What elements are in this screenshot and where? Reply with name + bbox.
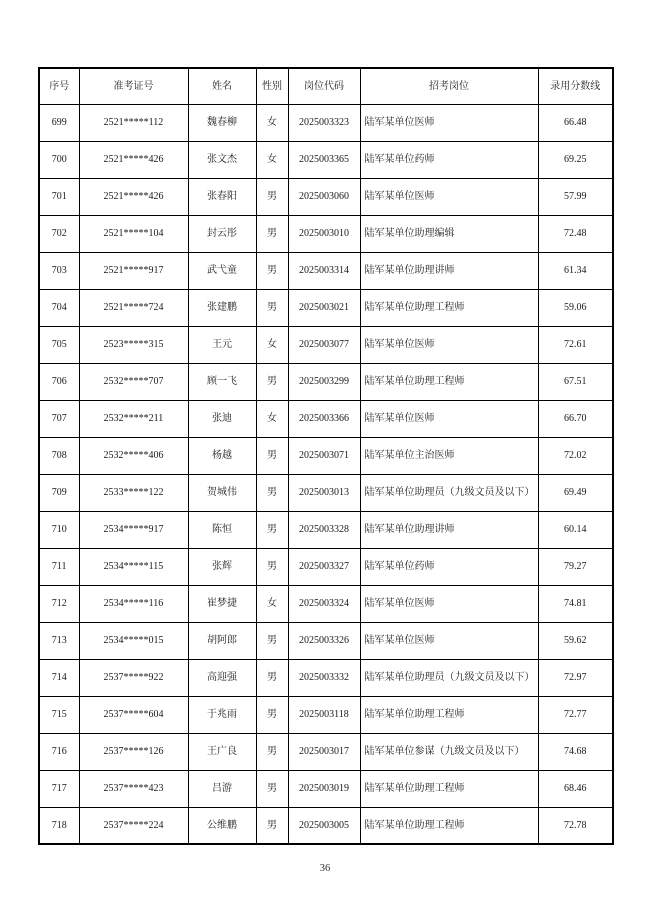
table-cell-ticket-no: 2532*****707 (79, 363, 188, 400)
table-cell-ticket-no: 2521*****426 (79, 141, 188, 178)
table-cell-gender: 男 (256, 622, 288, 659)
table-cell-post-code: 2025003021 (288, 289, 360, 326)
table-cell-gender: 女 (256, 104, 288, 141)
table-cell-score: 59.06 (538, 289, 613, 326)
table-cell-post-code: 2025003332 (288, 659, 360, 696)
table-cell-name: 武弋童 (188, 252, 256, 289)
column-header-name: 姓名 (188, 68, 256, 104)
table-cell-ticket-no: 2521*****917 (79, 252, 188, 289)
table-cell-post-code: 2025003327 (288, 548, 360, 585)
table-cell-index: 714 (39, 659, 79, 696)
table-row (39, 363, 613, 400)
table-cell-post-code: 2025003019 (288, 770, 360, 807)
table-cell-name: 张辉 (188, 548, 256, 585)
table-row (39, 511, 613, 548)
table-row (39, 252, 613, 289)
table-cell-post: 陆军某单位医师 (360, 622, 538, 659)
table-cell-score: 67.51 (538, 363, 613, 400)
table-row (39, 289, 613, 326)
table-cell-post: 陆军某单位医师 (360, 104, 538, 141)
table-cell-post-code: 2025003017 (288, 733, 360, 770)
table-cell-index: 713 (39, 622, 79, 659)
table-cell-post: 陆军某单位助理工程师 (360, 696, 538, 733)
table-cell-index: 704 (39, 289, 79, 326)
table-row (39, 104, 613, 141)
table-cell-index: 711 (39, 548, 79, 585)
table-cell-gender: 男 (256, 511, 288, 548)
column-header-post: 招考岗位 (360, 68, 538, 104)
table-cell-name: 张建鹏 (188, 289, 256, 326)
table-cell-index: 708 (39, 437, 79, 474)
table-cell-name: 于兆雨 (188, 696, 256, 733)
table-row (39, 659, 613, 696)
table-cell-ticket-no: 2534*****015 (79, 622, 188, 659)
table-cell-ticket-no: 2521*****724 (79, 289, 188, 326)
admission-score-table-container (38, 67, 612, 845)
table-row (39, 437, 613, 474)
page-number: 36 (319, 863, 331, 874)
table-row (39, 807, 613, 844)
table-cell-name: 张春阳 (188, 178, 256, 215)
table-cell-post-code: 2025003328 (288, 511, 360, 548)
table-cell-post: 陆军某单位助理员（九级文员及以下） (360, 659, 538, 696)
table-cell-score: 74.68 (538, 733, 613, 770)
table-row (39, 215, 613, 252)
table-cell-index: 699 (39, 104, 79, 141)
table-cell-post: 陆军某单位医师 (360, 178, 538, 215)
table-cell-gender: 女 (256, 326, 288, 363)
table-cell-post: 陆军某单位医师 (360, 585, 538, 622)
table-cell-post-code: 2025003314 (288, 252, 360, 289)
table-cell-index: 705 (39, 326, 79, 363)
table-cell-post-code: 2025003299 (288, 363, 360, 400)
table-cell-gender: 女 (256, 141, 288, 178)
table-cell-ticket-no: 2537*****922 (79, 659, 188, 696)
table-cell-ticket-no: 2521*****112 (79, 104, 188, 141)
table-row (39, 400, 613, 437)
table-cell-post-code: 2025003324 (288, 585, 360, 622)
table-cell-name: 崔梦捷 (188, 585, 256, 622)
table-cell-index: 710 (39, 511, 79, 548)
table-body (39, 104, 613, 844)
column-header-score: 录用分数线 (538, 68, 613, 104)
table-row (39, 474, 613, 511)
table-cell-post: 陆军某单位助理员（九级文员及以下） (360, 474, 538, 511)
table-cell-gender: 男 (256, 696, 288, 733)
table-head (39, 68, 613, 104)
table-cell-post: 陆军某单位药师 (360, 548, 538, 585)
table-cell-score: 74.81 (538, 585, 613, 622)
table-row (39, 326, 613, 363)
table-cell-ticket-no: 2537*****224 (79, 807, 188, 844)
table-cell-post: 陆军某单位助理工程师 (360, 363, 538, 400)
table-cell-ticket-no: 2534*****116 (79, 585, 188, 622)
table-cell-gender: 男 (256, 770, 288, 807)
table-cell-score: 57.99 (538, 178, 613, 215)
table-cell-index: 703 (39, 252, 79, 289)
table-cell-name: 王元 (188, 326, 256, 363)
table-cell-gender: 女 (256, 400, 288, 437)
table-cell-gender: 男 (256, 548, 288, 585)
table-row (39, 696, 613, 733)
table-cell-index: 709 (39, 474, 79, 511)
table-cell-ticket-no: 2533*****122 (79, 474, 188, 511)
table-cell-post-code: 2025003010 (288, 215, 360, 252)
table-cell-ticket-no: 2523*****315 (79, 326, 188, 363)
table-cell-score: 59.62 (538, 622, 613, 659)
table-cell-name: 陈恒 (188, 511, 256, 548)
table-cell-name: 杨越 (188, 437, 256, 474)
table-cell-post: 陆军某单位医师 (360, 400, 538, 437)
table-cell-ticket-no: 2532*****211 (79, 400, 188, 437)
column-header-post-code: 岗位代码 (288, 68, 360, 104)
table-cell-score: 72.48 (538, 215, 613, 252)
column-header-gender: 性别 (256, 68, 288, 104)
table-cell-score: 72.78 (538, 807, 613, 844)
table-cell-post: 陆军某单位参谋（九级文员及以下） (360, 733, 538, 770)
table-cell-post: 陆军某单位助理工程师 (360, 807, 538, 844)
table-cell-gender: 男 (256, 215, 288, 252)
table-cell-index: 700 (39, 141, 79, 178)
table-cell-gender: 男 (256, 178, 288, 215)
table-row (39, 548, 613, 585)
table-cell-post-code: 2025003077 (288, 326, 360, 363)
table-cell-score: 66.48 (538, 104, 613, 141)
table-cell-post-code: 2025003060 (288, 178, 360, 215)
table-cell-name: 张文杰 (188, 141, 256, 178)
table-cell-post-code: 2025003071 (288, 437, 360, 474)
table-cell-post: 陆军某单位医师 (360, 326, 538, 363)
table-cell-gender: 男 (256, 659, 288, 696)
table-cell-post: 陆军某单位主治医师 (360, 437, 538, 474)
column-header-index: 序号 (39, 68, 79, 104)
table-cell-name: 张迪 (188, 400, 256, 437)
table-cell-score: 72.61 (538, 326, 613, 363)
table-cell-index: 701 (39, 178, 79, 215)
table-cell-post: 陆军某单位助理工程师 (360, 770, 538, 807)
table-cell-post: 陆军某单位助理编辑 (360, 215, 538, 252)
table-cell-gender: 男 (256, 363, 288, 400)
table-cell-score: 66.70 (538, 400, 613, 437)
table-cell-index: 707 (39, 400, 79, 437)
table-cell-name: 贺城伟 (188, 474, 256, 511)
table-cell-score: 68.46 (538, 770, 613, 807)
table-cell-ticket-no: 2521*****426 (79, 178, 188, 215)
table-cell-gender: 女 (256, 585, 288, 622)
table-cell-index: 706 (39, 363, 79, 400)
table-row (39, 141, 613, 178)
table-cell-post: 陆军某单位药师 (360, 141, 538, 178)
table-cell-ticket-no: 2534*****917 (79, 511, 188, 548)
table-cell-index: 718 (39, 807, 79, 844)
table-row (39, 770, 613, 807)
table-cell-score: 61.34 (538, 252, 613, 289)
table-cell-score: 69.49 (538, 474, 613, 511)
table-cell-gender: 男 (256, 289, 288, 326)
table-cell-gender: 男 (256, 807, 288, 844)
table-cell-post-code: 2025003118 (288, 696, 360, 733)
table-row (39, 585, 613, 622)
table-cell-index: 712 (39, 585, 79, 622)
table-cell-name: 王广良 (188, 733, 256, 770)
table-cell-name: 胡阿郎 (188, 622, 256, 659)
table-cell-post-code: 2025003365 (288, 141, 360, 178)
table-cell-post: 陆军某单位助理讲师 (360, 511, 538, 548)
column-header-ticket-no: 准考证号 (79, 68, 188, 104)
table-cell-score: 69.25 (538, 141, 613, 178)
table-cell-index: 715 (39, 696, 79, 733)
table-cell-gender: 男 (256, 474, 288, 511)
table-cell-ticket-no: 2537*****423 (79, 770, 188, 807)
table-cell-score: 72.02 (538, 437, 613, 474)
table-cell-name: 高迎强 (188, 659, 256, 696)
table-cell-ticket-no: 2537*****604 (79, 696, 188, 733)
table-cell-name: 封云彤 (188, 215, 256, 252)
table-cell-score: 72.77 (538, 696, 613, 733)
table-cell-score: 72.97 (538, 659, 613, 696)
table-cell-post-code: 2025003366 (288, 400, 360, 437)
table-cell-gender: 男 (256, 252, 288, 289)
table-cell-ticket-no: 2537*****126 (79, 733, 188, 770)
table-cell-index: 702 (39, 215, 79, 252)
table-cell-ticket-no: 2521*****104 (79, 215, 188, 252)
table-cell-post-code: 2025003005 (288, 807, 360, 844)
table-cell-name: 顾一飞 (188, 363, 256, 400)
table-cell-name: 吕游 (188, 770, 256, 807)
table-cell-name: 魏春柳 (188, 104, 256, 141)
table-row (39, 733, 613, 770)
table-cell-post: 陆军某单位助理工程师 (360, 289, 538, 326)
table-cell-index: 716 (39, 733, 79, 770)
admission-score-table (38, 67, 614, 845)
table-cell-name: 公维鹏 (188, 807, 256, 844)
table-cell-score: 79.27 (538, 548, 613, 585)
table-cell-gender: 男 (256, 437, 288, 474)
table-cell-post: 陆军某单位助理讲师 (360, 252, 538, 289)
table-cell-post-code: 2025003013 (288, 474, 360, 511)
table-cell-ticket-no: 2532*****406 (79, 437, 188, 474)
table-cell-score: 60.14 (538, 511, 613, 548)
table-row (39, 622, 613, 659)
table-cell-post-code: 2025003323 (288, 104, 360, 141)
table-cell-gender: 男 (256, 733, 288, 770)
table-cell-index: 717 (39, 770, 79, 807)
table-cell-ticket-no: 2534*****115 (79, 548, 188, 585)
table-cell-post-code: 2025003326 (288, 622, 360, 659)
table-row (39, 178, 613, 215)
table-header-row (39, 68, 613, 104)
